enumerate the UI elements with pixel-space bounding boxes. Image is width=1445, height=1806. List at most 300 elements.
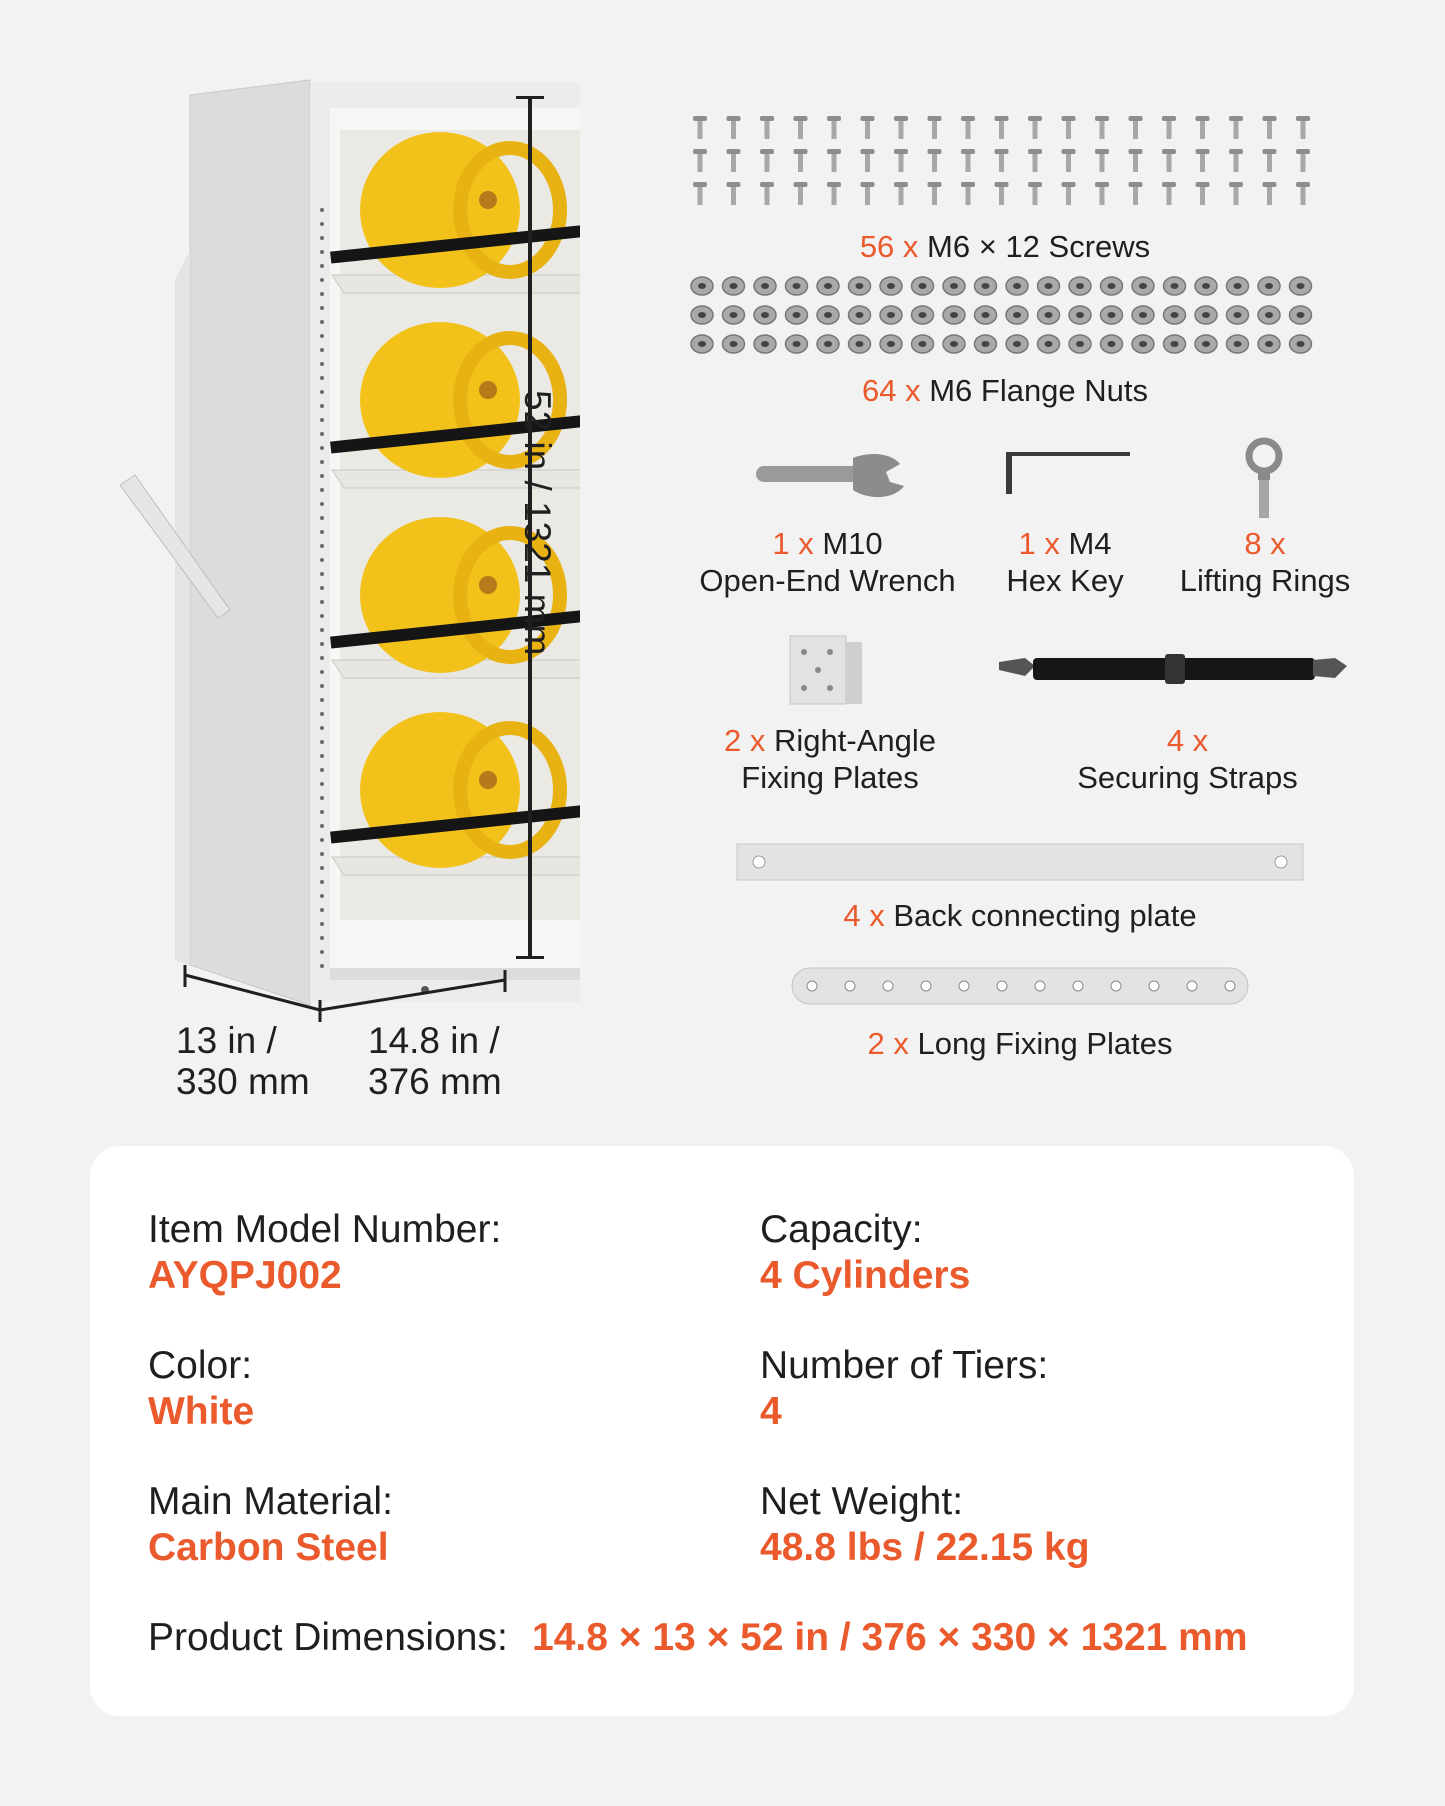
screw-shaft	[1066, 187, 1071, 205]
upright-hole	[320, 306, 324, 310]
flange-nut-hole	[730, 341, 738, 347]
upright-hole	[320, 558, 324, 562]
screw-shaft	[899, 154, 904, 172]
right-angle-plates-qty: 2 x	[724, 723, 766, 758]
upright-hole	[320, 866, 324, 870]
hex-key-icon	[1000, 448, 1135, 498]
width-label-line2: 376 mm	[368, 1061, 502, 1102]
screw	[1229, 182, 1243, 187]
screw	[1263, 116, 1277, 121]
screw	[827, 116, 841, 121]
screw	[794, 149, 808, 154]
plate-hole	[1149, 981, 1159, 991]
screw-shaft	[798, 154, 803, 172]
screw	[794, 182, 808, 187]
screw-shaft	[999, 121, 1004, 139]
flange-nut-hole	[1076, 341, 1084, 347]
screw-shaft	[765, 121, 770, 139]
cylinder-valve	[479, 381, 497, 399]
upright-hole	[320, 922, 324, 926]
flange-nut-hole	[1013, 341, 1021, 347]
nuts-name: M6 Flange Nuts	[929, 373, 1149, 408]
upright-hole	[320, 586, 324, 590]
plate-hole	[1225, 981, 1235, 991]
screw-shaft	[1033, 154, 1038, 172]
screw-shaft	[999, 187, 1004, 205]
flange-nut-hole	[950, 341, 958, 347]
upright-hole	[320, 530, 324, 534]
wrench-icon	[748, 452, 908, 502]
screw	[1296, 182, 1310, 187]
screw	[894, 149, 908, 154]
capacity-label: Capacity:	[760, 1208, 923, 1251]
screw	[961, 116, 975, 121]
screw	[693, 182, 707, 187]
screw-shaft	[1267, 121, 1272, 139]
screws-illustration	[690, 112, 1330, 212]
screw-shaft	[698, 121, 703, 139]
upright-hole	[320, 838, 324, 842]
flange-nut-hole	[982, 283, 990, 289]
plate-hole	[845, 981, 855, 991]
lifting-ring-icon	[1238, 436, 1290, 522]
upright-hole	[320, 348, 324, 352]
flange-nut-hole	[730, 312, 738, 318]
screw-shaft	[865, 121, 870, 139]
securing-straps-name: Securing Straps	[1077, 760, 1298, 795]
upright-hole	[320, 600, 324, 604]
right-angle-plates-name1: Right-Angle	[774, 723, 936, 758]
flange-nut-hole	[1013, 312, 1021, 318]
flange-nut-hole	[1265, 312, 1273, 318]
screw-shaft	[832, 154, 837, 172]
upright-hole	[320, 292, 324, 296]
cylinder-valve	[479, 576, 497, 594]
flange-nut-hole	[761, 312, 769, 318]
upright-hole	[320, 810, 324, 814]
plate-hole	[1111, 981, 1121, 991]
upright-hole	[320, 726, 324, 730]
upright-hole	[320, 572, 324, 576]
plate-hole	[921, 981, 931, 991]
flange-nut-hole	[1045, 312, 1053, 318]
plate-hole	[1073, 981, 1083, 991]
screw-shaft	[1033, 187, 1038, 205]
upright-hole	[320, 698, 324, 702]
screw	[1296, 116, 1310, 121]
screw	[1162, 149, 1176, 154]
screw-shaft	[1167, 121, 1172, 139]
screw	[961, 182, 975, 187]
screw-shaft	[999, 154, 1004, 172]
screw	[727, 116, 741, 121]
flange-nut-hole	[1171, 312, 1179, 318]
flange-nut-hole	[824, 341, 832, 347]
flange-nut-hole	[1234, 312, 1242, 318]
screw	[1062, 182, 1076, 187]
screw	[1062, 116, 1076, 121]
screw	[1095, 149, 1109, 154]
flange-nut-hole	[824, 312, 832, 318]
screw	[1229, 149, 1243, 154]
flange-nut-hole	[919, 312, 927, 318]
securing-straps-caption	[1060, 722, 1315, 796]
securing-straps-qty: 4 x	[1166, 723, 1209, 758]
screw-shaft	[1066, 121, 1071, 139]
screw	[727, 149, 741, 154]
flange-nut-hole	[793, 312, 801, 318]
hex-key-size: M4	[1068, 526, 1112, 561]
depth-label-line1: 13 in /	[176, 1020, 277, 1061]
hex-key-name: Hex Key	[1006, 563, 1124, 598]
lifting-rings-qty: 8 x	[1244, 526, 1286, 561]
upright-hole	[320, 684, 324, 688]
flange-nut-hole	[887, 283, 895, 289]
flange-nut-hole	[1171, 341, 1179, 347]
weight-label: Net Weight:	[760, 1480, 964, 1523]
screw-shaft	[1100, 154, 1105, 172]
tiers-value: 4	[760, 1390, 782, 1433]
upright-hole	[320, 852, 324, 856]
screw	[1196, 182, 1210, 187]
securing-strap-icon	[995, 648, 1350, 692]
screw	[1162, 182, 1176, 187]
screw	[1095, 182, 1109, 187]
upright-hole	[320, 908, 324, 912]
cylinder-valve	[479, 191, 497, 209]
upright-hole	[320, 642, 324, 646]
upright-hole	[320, 614, 324, 618]
screw	[1263, 149, 1277, 154]
screw	[1296, 149, 1310, 154]
upright-hole	[320, 796, 324, 800]
back-connecting-plate-icon	[735, 842, 1305, 882]
flange-nut-hole	[919, 341, 927, 347]
upright-hole	[320, 950, 324, 954]
back-plate-name: Back connecting plate	[893, 898, 1197, 933]
screw-shaft	[865, 154, 870, 172]
screw	[1162, 116, 1176, 121]
flange-nut-hole	[982, 341, 990, 347]
screw-shaft	[932, 187, 937, 205]
wrench-size: M10	[822, 526, 883, 561]
right-angle-plate-icon	[788, 634, 866, 706]
upright-hole	[320, 544, 324, 548]
upright-hole	[320, 334, 324, 338]
specifications-card	[90, 1146, 1354, 1716]
flange-nut-hole	[1139, 312, 1147, 318]
screw	[827, 149, 841, 154]
height-label: 52 in / 1321 mm	[517, 390, 558, 656]
screw-shaft	[1133, 121, 1138, 139]
screw	[1095, 116, 1109, 121]
model-label: Item Model Number:	[148, 1208, 502, 1251]
color-value: White	[148, 1390, 255, 1433]
flange-nut-hole	[1139, 283, 1147, 289]
flange-nut-hole	[856, 341, 864, 347]
screw-shaft	[1267, 187, 1272, 205]
screw-shaft	[798, 121, 803, 139]
flange-nut-hole	[1108, 283, 1116, 289]
color-label: Color:	[148, 1344, 253, 1387]
screw-shaft	[1167, 154, 1172, 172]
flange-nut-hole	[1202, 283, 1210, 289]
plate-hole	[1035, 981, 1045, 991]
screws-name: M6 × 12 Screws	[927, 229, 1151, 264]
upright-hole	[320, 782, 324, 786]
upright-hole	[320, 768, 324, 772]
screw	[1028, 182, 1042, 187]
flange-nut-hole	[887, 341, 895, 347]
long-plates-name: Long Fixing Plates	[917, 1026, 1173, 1061]
upright-hole	[320, 222, 324, 226]
plate-hole	[807, 981, 817, 991]
screw-shaft	[1301, 187, 1306, 205]
flange-nut-hole	[698, 283, 706, 289]
screw	[995, 149, 1009, 154]
flange-nut-hole	[887, 312, 895, 318]
screw	[1062, 149, 1076, 154]
weight-value: 48.8 lbs / 22.15 kg	[760, 1526, 1090, 1569]
screw-shaft	[731, 121, 736, 139]
screw-shaft	[966, 121, 971, 139]
right-angle-plates-caption	[690, 722, 970, 796]
upright-hole	[320, 516, 324, 520]
screw	[1129, 182, 1143, 187]
upright-hole	[320, 824, 324, 828]
flange-nut-hole	[1045, 341, 1053, 347]
upright-hole	[320, 376, 324, 380]
upright-hole	[320, 208, 324, 212]
dimensions-label: Product Dimensions:	[148, 1616, 508, 1659]
flange-nut-hole	[1265, 341, 1273, 347]
screw-shaft	[966, 187, 971, 205]
screw-shaft	[932, 121, 937, 139]
screw	[693, 116, 707, 121]
flange-nut-hole	[1202, 312, 1210, 318]
screw-shaft	[832, 187, 837, 205]
cylinder-rack-illustration	[100, 70, 580, 1010]
screw-shaft	[1234, 187, 1239, 205]
capacity-value: 4 Cylinders	[760, 1254, 971, 1297]
tiers-label: Number of Tiers:	[760, 1344, 1049, 1387]
upright-hole	[320, 264, 324, 268]
screw	[995, 116, 1009, 121]
wrench-name: Open-End Wrench	[699, 563, 956, 598]
flange-nut-hole	[856, 312, 864, 318]
screw	[928, 116, 942, 121]
screw-shaft	[1100, 121, 1105, 139]
flange-nut-hole	[1045, 283, 1053, 289]
screw-shaft	[1234, 121, 1239, 139]
screw	[861, 116, 875, 121]
upright-hole	[320, 488, 324, 492]
screw-shaft	[1200, 121, 1205, 139]
flange-nut-hole	[1297, 283, 1305, 289]
screw	[794, 116, 808, 121]
upright-hole	[320, 320, 324, 324]
flange-nut-hole	[1234, 283, 1242, 289]
long-fixing-plate-icon	[790, 966, 1250, 1006]
screw-shaft	[698, 154, 703, 172]
upright-hole	[320, 278, 324, 282]
screw	[995, 182, 1009, 187]
screw	[1229, 116, 1243, 121]
upright-hole	[320, 740, 324, 744]
screw-shaft	[1133, 154, 1138, 172]
long-plates-qty: 2 x	[867, 1026, 909, 1061]
upright-hole	[320, 656, 324, 660]
upright-hole	[320, 670, 324, 674]
cylinder-valve	[479, 771, 497, 789]
upright-hole	[320, 712, 324, 716]
nuts-qty: 64 x	[861, 373, 921, 408]
right-angle-plates-name2: Fixing Plates	[741, 760, 919, 795]
flange-nut-hole	[824, 283, 832, 289]
screw-shaft	[1301, 154, 1306, 172]
back-plate-qty: 4 x	[843, 898, 885, 933]
screw-shaft	[1301, 121, 1306, 139]
screw	[1129, 149, 1143, 154]
screw	[693, 149, 707, 154]
screws-qty: 56 x	[859, 229, 919, 264]
flange-nut-hole	[1265, 283, 1273, 289]
long-plates-caption	[850, 1025, 1190, 1062]
screw-shaft	[1267, 154, 1272, 172]
screw-shaft	[899, 187, 904, 205]
flange-nut-hole	[950, 283, 958, 289]
wrench-qty: 1 x	[772, 526, 814, 561]
plate-hole	[883, 981, 893, 991]
upright-hole	[320, 628, 324, 632]
lifting-rings-caption	[1160, 525, 1370, 599]
screw	[1028, 116, 1042, 121]
screw	[1129, 116, 1143, 121]
screws-caption	[790, 228, 1220, 265]
height-dimension-tick-top	[516, 96, 544, 99]
flange-nut-hole	[919, 283, 927, 289]
flange-nut-hole	[1108, 341, 1116, 347]
upright-hole	[320, 432, 324, 436]
flange-nut-hole	[1234, 341, 1242, 347]
upright-hole	[320, 404, 324, 408]
plate-hole	[997, 981, 1007, 991]
screw-shaft	[1200, 187, 1205, 205]
screw-shaft	[698, 187, 703, 205]
screw	[894, 182, 908, 187]
screw-shaft	[1167, 187, 1172, 205]
flange-nut-hole	[698, 312, 706, 318]
screw-shaft	[731, 187, 736, 205]
flange-nut-hole	[1171, 283, 1179, 289]
screw	[727, 182, 741, 187]
flange-nut-hole	[1139, 341, 1147, 347]
flange-nut-hole	[1076, 283, 1084, 289]
lifting-rings-name: Lifting Rings	[1179, 563, 1351, 598]
screw	[760, 149, 774, 154]
screw	[1196, 149, 1210, 154]
screw	[1263, 182, 1277, 187]
flange-nut-hole	[793, 283, 801, 289]
screw-shaft	[798, 187, 803, 205]
screw	[861, 149, 875, 154]
upright-hole	[320, 936, 324, 940]
plate-hole	[1187, 981, 1197, 991]
flange-nut-hole	[698, 341, 706, 347]
flange-nut-hole	[761, 341, 769, 347]
flange-nut-hole	[1297, 341, 1305, 347]
upright-hole	[320, 880, 324, 884]
screw	[861, 182, 875, 187]
upright-hole	[320, 418, 324, 422]
screw-shaft	[932, 154, 937, 172]
hex-key-caption	[990, 525, 1140, 599]
flange-nut-hole	[761, 283, 769, 289]
screw-shaft	[1066, 154, 1071, 172]
upright-hole	[320, 502, 324, 506]
screw-shaft	[731, 154, 736, 172]
screw	[928, 182, 942, 187]
flange-nut-hole	[1013, 283, 1021, 289]
upright-hole	[320, 474, 324, 478]
flange-nut-hole	[856, 283, 864, 289]
screw	[760, 182, 774, 187]
screw-shaft	[966, 154, 971, 172]
nuts-illustration	[690, 274, 1330, 359]
flange-nut-hole	[950, 312, 958, 318]
material-value: Carbon Steel	[148, 1526, 389, 1569]
depth-label-line2: 330 mm	[176, 1061, 310, 1102]
screw	[827, 182, 841, 187]
flange-nut-hole	[1108, 312, 1116, 318]
flange-nut-hole	[1076, 312, 1084, 318]
screw-shaft	[1200, 154, 1205, 172]
screw-shaft	[832, 121, 837, 139]
upright-hole	[320, 390, 324, 394]
screw-shaft	[865, 187, 870, 205]
flange-nut-hole	[793, 341, 801, 347]
flange-nut-hole	[1202, 341, 1210, 347]
plate-hole	[959, 981, 969, 991]
flange-nut-hole	[982, 312, 990, 318]
upright-hole	[320, 754, 324, 758]
hex-key-qty: 1 x	[1018, 526, 1060, 561]
width-label-line1: 14.8 in /	[368, 1020, 500, 1061]
screw	[1196, 116, 1210, 121]
back-plate-caption	[820, 897, 1220, 934]
screw-shaft	[899, 121, 904, 139]
screw-shaft	[765, 154, 770, 172]
model-value: AYQPJ002	[148, 1254, 342, 1297]
screw-shaft	[1234, 154, 1239, 172]
upright-hole	[320, 894, 324, 898]
nuts-caption	[790, 372, 1220, 409]
wrench-caption	[680, 525, 975, 599]
flange-nut-hole	[730, 283, 738, 289]
screw	[760, 116, 774, 121]
upright-hole	[320, 446, 324, 450]
screw	[1028, 149, 1042, 154]
upright-hole	[320, 250, 324, 254]
screw	[961, 149, 975, 154]
height-dimension-tick-bottom	[516, 956, 544, 959]
screw-shaft	[1033, 121, 1038, 139]
screw-shaft	[1100, 187, 1105, 205]
upright-hole	[320, 362, 324, 366]
upright-hole	[320, 236, 324, 240]
flange-nut-hole	[1297, 312, 1305, 318]
dimensions-value: 14.8 × 13 × 52 in / 376 × 330 × 1321 mm	[532, 1616, 1248, 1659]
